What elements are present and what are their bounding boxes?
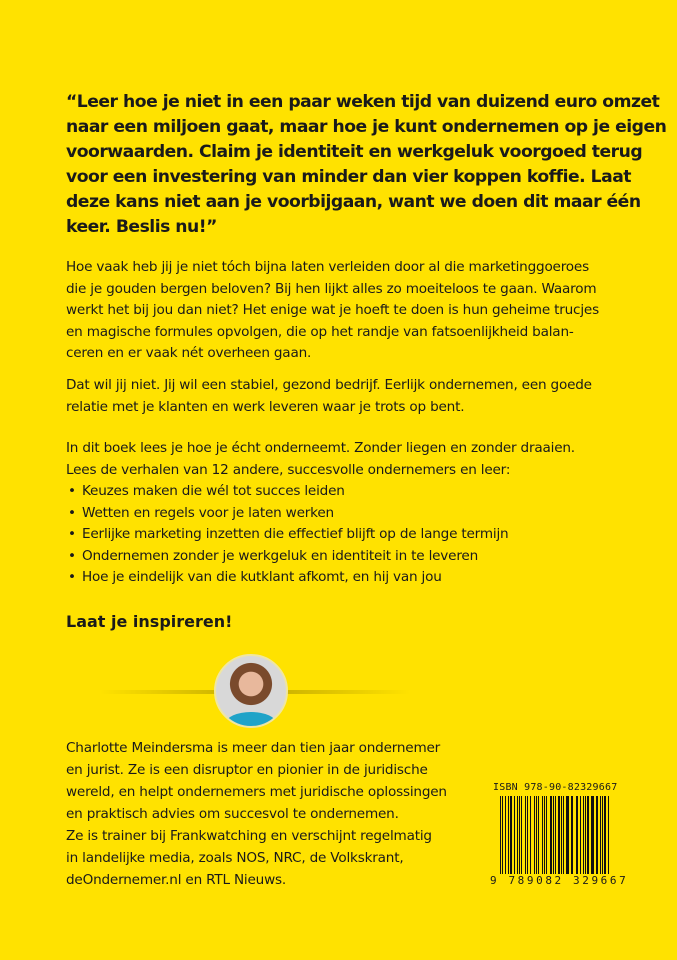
barcode-bar [561,796,562,874]
barcode-bar [558,796,559,874]
text-line: voorwaarden. Claim je identiteit en werkgeluk voorgoed terug [66,142,643,162]
barcode-bar [521,796,522,874]
text-line: deze kans niet aan je voorbijgaan, want we doen dit maar één [66,192,641,212]
text-line: Ze is trainer bij Frankwatching en verschijnt regelmatig [66,828,432,844]
paragraph-book [66,438,575,589]
barcode-bar [525,796,526,874]
isbn-label: ISBN 978-90-82329667 [493,782,618,793]
barcode-digits: 9 789082 329667 [490,874,629,887]
barcode-bar [502,796,503,874]
barcode-bar [568,796,569,874]
barcode-bar [508,796,509,874]
list-item: • Hoe je eindelijk van die kutklant afkomt, en hij van jou [66,567,575,589]
text-line: Lees de verhalen van 12 andere, succesvolle ondernemers en leer: [66,461,511,478]
paragraph-intro [66,257,599,365]
text-line: “Leer hoe je niet in een paar weken tijd van duizend euro omzet [66,92,660,112]
list-item: • Eerlijke marketing inzetten die effectief blijft op de lange termijn [66,524,575,546]
barcode-bar [538,796,539,874]
barcode-bar [563,796,564,874]
text-line: naar een miljoen gaat, maar hoe je kunt ondernemen op je eigen [66,117,667,137]
barcode-bar [527,796,528,874]
pull-quote [66,90,666,240]
barcode-bar [566,796,567,874]
barcode-bar [585,796,586,874]
text-line: in landelijke media, zoals NOS, NRC, de Volkskrant, [66,850,404,866]
barcode-bar [577,796,578,874]
text-line: en praktisch advies om succesvol te ondernemen. [66,806,399,822]
barcode-bar [571,796,573,874]
barcode-bar [546,796,547,874]
barcode-bar [514,796,515,874]
text-line: relatie met je klanten en werk leveren waar je trots op bent. [66,398,465,415]
list-item: • Ondernemen zonder je werkgeluk en identiteit in te leveren [66,546,575,568]
author-photo [214,654,288,728]
text-line: Dat wil jij niet. Jij wil een stabiel, gezond bedrijf. Eerlijk ondernemen, een goede [66,377,592,393]
barcode-bar [555,796,556,874]
text-line: voor een investering van minder dan vier koppen koffie. Laat [66,167,632,187]
text-line: Hoe vaak heb jij je niet tóch bijna laten verleiden door al die marketinggoeroes [66,259,589,275]
text-line: keer. Beslis nu!” [66,217,217,237]
barcode-bar [519,796,520,874]
barcode-bar [596,796,598,874]
text-line: Charlotte Meindersma is meer dan tien jaar ondernemer [66,740,441,756]
barcode-bar [553,796,554,874]
benefits-list [66,481,575,589]
barcode-bar [550,796,552,874]
barcode-bar [544,796,545,874]
barcode-bar [500,796,501,874]
text-line: en magische formules opvolgen, die op het randje van fatsoenlijkheid balan- [66,323,574,340]
barcode-bar [591,796,592,874]
list-item: • Wetten en regels voor je laten werken [66,503,575,525]
text-line: ceren en er vaak nét overheen gaan. [66,345,312,361]
list-item: • Keuzes maken die wél tot succes leiden [66,481,575,503]
text-line: en jurist. Ze is een disruptor en pionier in de juridische [66,762,428,778]
barcode-bar [505,796,506,874]
text-line: die je gouden bergen beloven? Bij hen lijkt alles zo moeiteloos te gaan. Waarom [66,280,597,297]
barcode-bar [510,796,512,874]
barcode-bar [580,796,581,874]
call-to-action: Laat je inspireren! [66,612,233,631]
text-line: wereld, en helpt ondernemers met juridische oplossingen [66,784,447,800]
barcode [500,796,610,874]
text-line: werkt het bij jou dan niet? Het enige wat je hoeft te doen is hun geheime trucjes [66,302,599,318]
barcode-bar [593,796,594,874]
barcode-bar [602,796,603,874]
barcode-bar [608,796,609,874]
text-line: deOndernemer.nl en RTL Nieuws. [66,872,287,888]
barcode-bar [536,796,537,874]
barcode-bar [604,796,605,874]
barcode-bar [530,796,532,874]
paragraph-values [66,375,592,418]
barcode-bar [587,796,588,874]
text-line: In dit boek lees je hoe je écht onderneemt. Zonder liegen en zonder draaien. [66,440,575,456]
author-bio [66,737,447,891]
